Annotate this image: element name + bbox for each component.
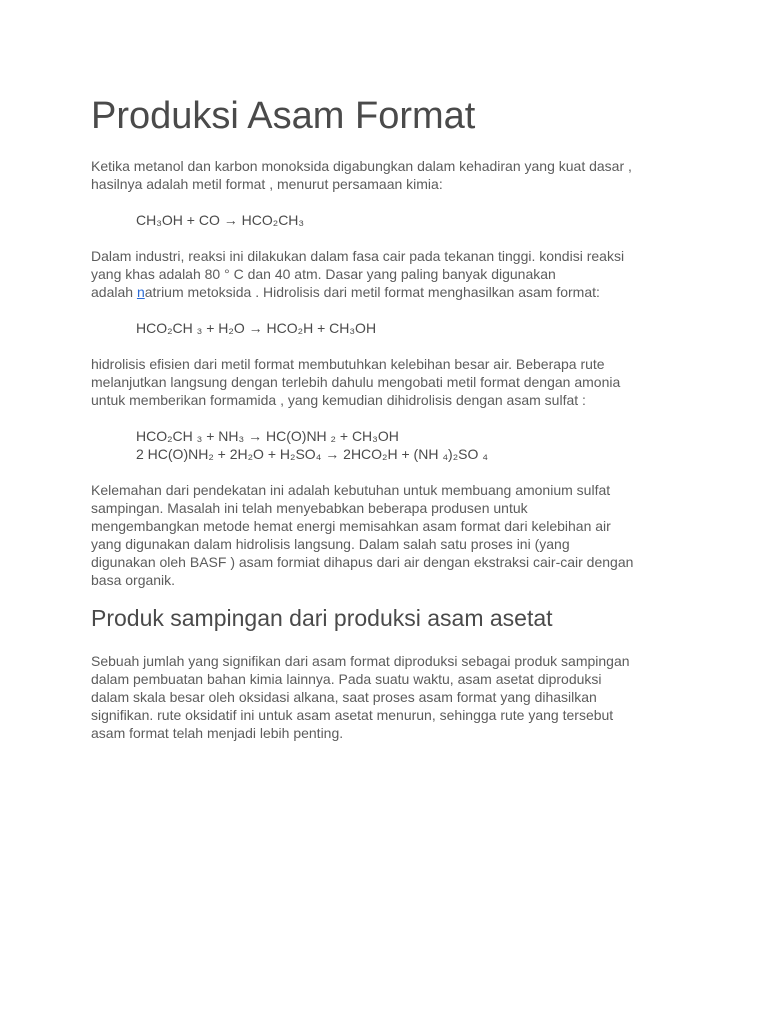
hydrolysis-line-3: untuk memberikan formamida , yang kemudian dihidrolisis dengan asam sulfat : xyxy=(91,392,586,408)
byproduct-paragraph xyxy=(91,652,681,742)
byproduct-line-2: dalam pembuatan bahan kimia lainnya. Pada suatu waktu, asam asetat diproduksi xyxy=(91,671,602,687)
byproduct-line-5: asam format telah menjadi lebih penting. xyxy=(91,725,344,741)
industry-line-3 xyxy=(91,283,681,301)
industry-line-3-rest: atrium metoksida . Hidrolisis dari metil format menghasilkan asam format: xyxy=(144,284,600,300)
industry-line-3-prefix: adalah xyxy=(91,284,137,300)
equation-2: HCO₂CH ₃ + H₂O → HCO₂H + CH₃OH xyxy=(136,320,377,336)
natrium-link[interactable]: n xyxy=(136,284,145,300)
industry-line-1: Dalam industri, reaksi ini dilakukan dalam fasa cair pada tekanan tinggi. kondisi reaksi xyxy=(91,248,625,264)
weakness-paragraph xyxy=(91,481,681,589)
equation-1: CH₃OH + CO → HCO₂CH₃ xyxy=(136,212,305,228)
hydrolysis-line-1: hidrolisis efisien dari metil format membutuhkan kelebihan besar air. Beberapa rute xyxy=(91,356,605,372)
weakness-line-3: mengembangkan metode hemat energi memisahkan asam format dari kelebihan air xyxy=(91,518,611,534)
intro-paragraph xyxy=(91,157,681,193)
equation-4: 2 HC(O)NH₂ + 2H₂O + H₂SO₄ → 2HCO₂H + (NH ₄)₂SO ₄ xyxy=(136,446,488,462)
byproduct-line-1: Sebuah jumlah yang signifikan dari asam format diproduksi sebagai produk sampingan xyxy=(91,653,630,669)
section-heading: Produk sampingan dari produksi asam asetat xyxy=(91,605,553,631)
equation-3: HCO₂CH ₃ + NH₃ → HC(O)NH ₂ + CH₃OH xyxy=(136,428,399,444)
page-title: Produksi Asam Format xyxy=(91,95,476,137)
industry-line-2: yang khas adalah 80 ° C dan 40 atm. Dasar yang paling banyak digunakan xyxy=(91,266,556,282)
hydrolysis-paragraph xyxy=(91,355,681,409)
byproduct-line-3: dalam skala besar oleh oksidasi alkana, saat proses asam format yang dihasilkan xyxy=(91,689,597,705)
intro-line-2: hasilnya adalah metil format , menurut persamaan kimia: xyxy=(91,176,443,192)
weakness-line-1: Kelemahan dari pendekatan ini adalah kebutuhan untuk membuang amonium sulfat xyxy=(91,482,611,498)
weakness-line-6: basa organik. xyxy=(91,572,176,588)
weakness-line-4: yang digunakan dalam hidrolisis langsung. Dalam salah satu proses ini (yang xyxy=(91,536,570,552)
industry-paragraph xyxy=(91,247,681,301)
intro-line-1: Ketika metanol dan karbon monoksida digabungkan dalam kehadiran yang kuat dasar , xyxy=(91,158,632,174)
weakness-line-5: digunakan oleh BASF ) asam formiat dihapus dari air dengan ekstraksi cair-cair dengan xyxy=(91,554,634,570)
byproduct-line-4: signifikan. rute oksidatif ini untuk asam asetat menurun, sehingga rute yang tersebut xyxy=(91,707,614,723)
weakness-line-2: sampingan. Masalah ini telah menyebabkan beberapa produsen untuk xyxy=(91,500,528,516)
hydrolysis-line-2: melanjutkan langsung dengan terlebih dahulu mengobati metil format dengan amonia xyxy=(91,374,621,390)
